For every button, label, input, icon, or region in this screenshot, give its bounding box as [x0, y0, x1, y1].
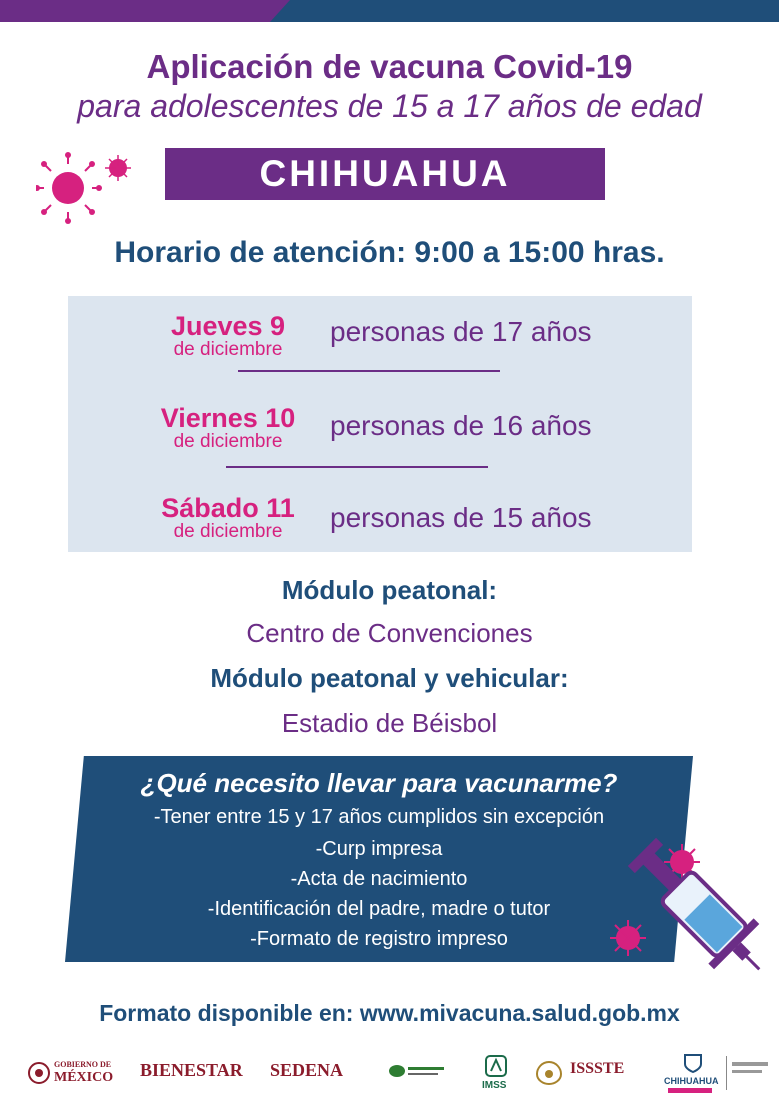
- schedule-day-3: [138, 494, 318, 542]
- virus-icon: [36, 150, 141, 225]
- month-label: de diciembre: [173, 521, 283, 542]
- module-pedestrian-title: Módulo peatonal:: [281, 575, 498, 605]
- state-banner: [165, 148, 605, 200]
- imss-emblem-icon: [484, 1054, 508, 1078]
- logo-imss: [480, 1054, 512, 1094]
- page-subtitle: para adolescentes de 15 a 17 años de edad: [77, 88, 702, 124]
- logo-gobierno-mexico: [28, 1058, 128, 1090]
- logo-sedena: SEDENA: [270, 1060, 344, 1080]
- registration-link-text: Formato disponible en: www.mivacuna.salud.gob.mx: [99, 1000, 680, 1026]
- page-title: Aplicación de vacuna Covid-19: [146, 48, 633, 85]
- logo-label: ISSSTE: [570, 1060, 625, 1077]
- state-name: CHIHUAHUA: [259, 153, 511, 194]
- requirement-item: -Formato de registro impreso: [250, 928, 508, 950]
- requirement-item: -Tener entre 15 y 17 años cumplidos sin excepción: [153, 806, 605, 828]
- requirement-item: -Identificación del padre, madre o tutor: [207, 898, 551, 920]
- age-group: personas de 17 años: [330, 316, 592, 347]
- day-label: Viernes 10: [160, 403, 296, 433]
- chihuahua-shield-icon: [682, 1052, 704, 1074]
- eagle-seal-icon: [28, 1060, 50, 1086]
- module-vehicular-title: Módulo peatonal y vehicular:: [210, 663, 569, 693]
- logo-label: MÉXICO: [54, 1070, 114, 1085]
- module-vehicular-place: Estadio de Béisbol: [281, 708, 498, 738]
- day-label: Jueves 9: [170, 311, 286, 341]
- month-label: de diciembre: [173, 339, 283, 360]
- syringe-icon: [610, 820, 770, 980]
- requirement-item: -Curp impresa: [315, 838, 443, 860]
- logo-label: CHIHUAHUA: [664, 1076, 719, 1086]
- month-label: de diciembre: [173, 431, 283, 452]
- divider: [226, 466, 488, 468]
- logo-issste: [534, 1056, 644, 1090]
- day-label: Sábado 11: [161, 493, 295, 523]
- logo-brigadas-icon: [388, 1062, 448, 1080]
- secretaria-salud-mark: [732, 1062, 768, 1066]
- top-bar-purple: [0, 0, 290, 22]
- age-group: personas de 15 años: [330, 502, 592, 533]
- logo-label: IMSS: [482, 1080, 507, 1091]
- logo-label: GOBIERNO DE: [54, 1060, 112, 1069]
- logo-stripe: [668, 1088, 712, 1093]
- requirements-title: ¿Qué necesito llevar para vacunarme?: [140, 768, 618, 798]
- logo-bienestar: BIENESTAR: [140, 1060, 243, 1080]
- opening-hours: Horario de atención: 9:00 a 15:00 hras.: [114, 236, 665, 269]
- issste-emblem-icon: [534, 1058, 564, 1086]
- top-bar-blue: [270, 0, 779, 22]
- schedule-day-2: [138, 404, 318, 452]
- requirement-item: -Acta de nacimiento: [290, 868, 468, 890]
- module-pedestrian-place: Centro de Convenciones: [246, 618, 533, 648]
- logo-separator: [726, 1056, 727, 1090]
- divider: [238, 370, 500, 372]
- age-group: personas de 16 años: [330, 410, 592, 441]
- secretaria-salud-mark: [732, 1070, 762, 1073]
- logo-chihuahua: [664, 1052, 724, 1096]
- schedule-day-1: [138, 312, 318, 360]
- schedule-panel: [68, 296, 692, 552]
